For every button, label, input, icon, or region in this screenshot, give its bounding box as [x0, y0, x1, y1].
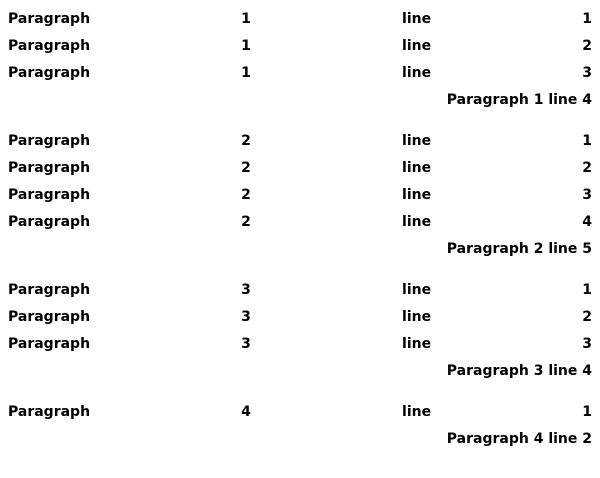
- text-line: Paragraph 1 line 4: [446, 92, 592, 108]
- text-line: Paragraph 4 line 1: [8, 404, 592, 420]
- text-line: Paragraph 3 line 4: [446, 363, 592, 379]
- text-line: Paragraph 1 line 2: [8, 38, 592, 54]
- text-line: Paragraph 2 line 2: [8, 160, 592, 176]
- paragraph-2: [8, 128, 592, 263]
- text-line: Paragraph 2 line 5: [446, 241, 592, 257]
- text-line: Paragraph 4 line 2: [446, 431, 592, 447]
- paragraph-4: [8, 399, 592, 453]
- text-line: Paragraph 3 line 2: [8, 309, 592, 325]
- text-line: Paragraph 1 line 1: [8, 11, 592, 27]
- text-line: Paragraph 2 line 3: [8, 187, 592, 203]
- paragraph-3: [8, 277, 592, 385]
- paragraph-1: [8, 6, 592, 114]
- text-line: Paragraph 1 line 3: [8, 65, 592, 81]
- text-line: Paragraph 3 line 3: [8, 336, 592, 352]
- text-line: Paragraph 3 line 1: [8, 282, 592, 298]
- text-line: Paragraph 2 line 1: [8, 133, 592, 149]
- text-line: Paragraph 2 line 4: [8, 214, 592, 230]
